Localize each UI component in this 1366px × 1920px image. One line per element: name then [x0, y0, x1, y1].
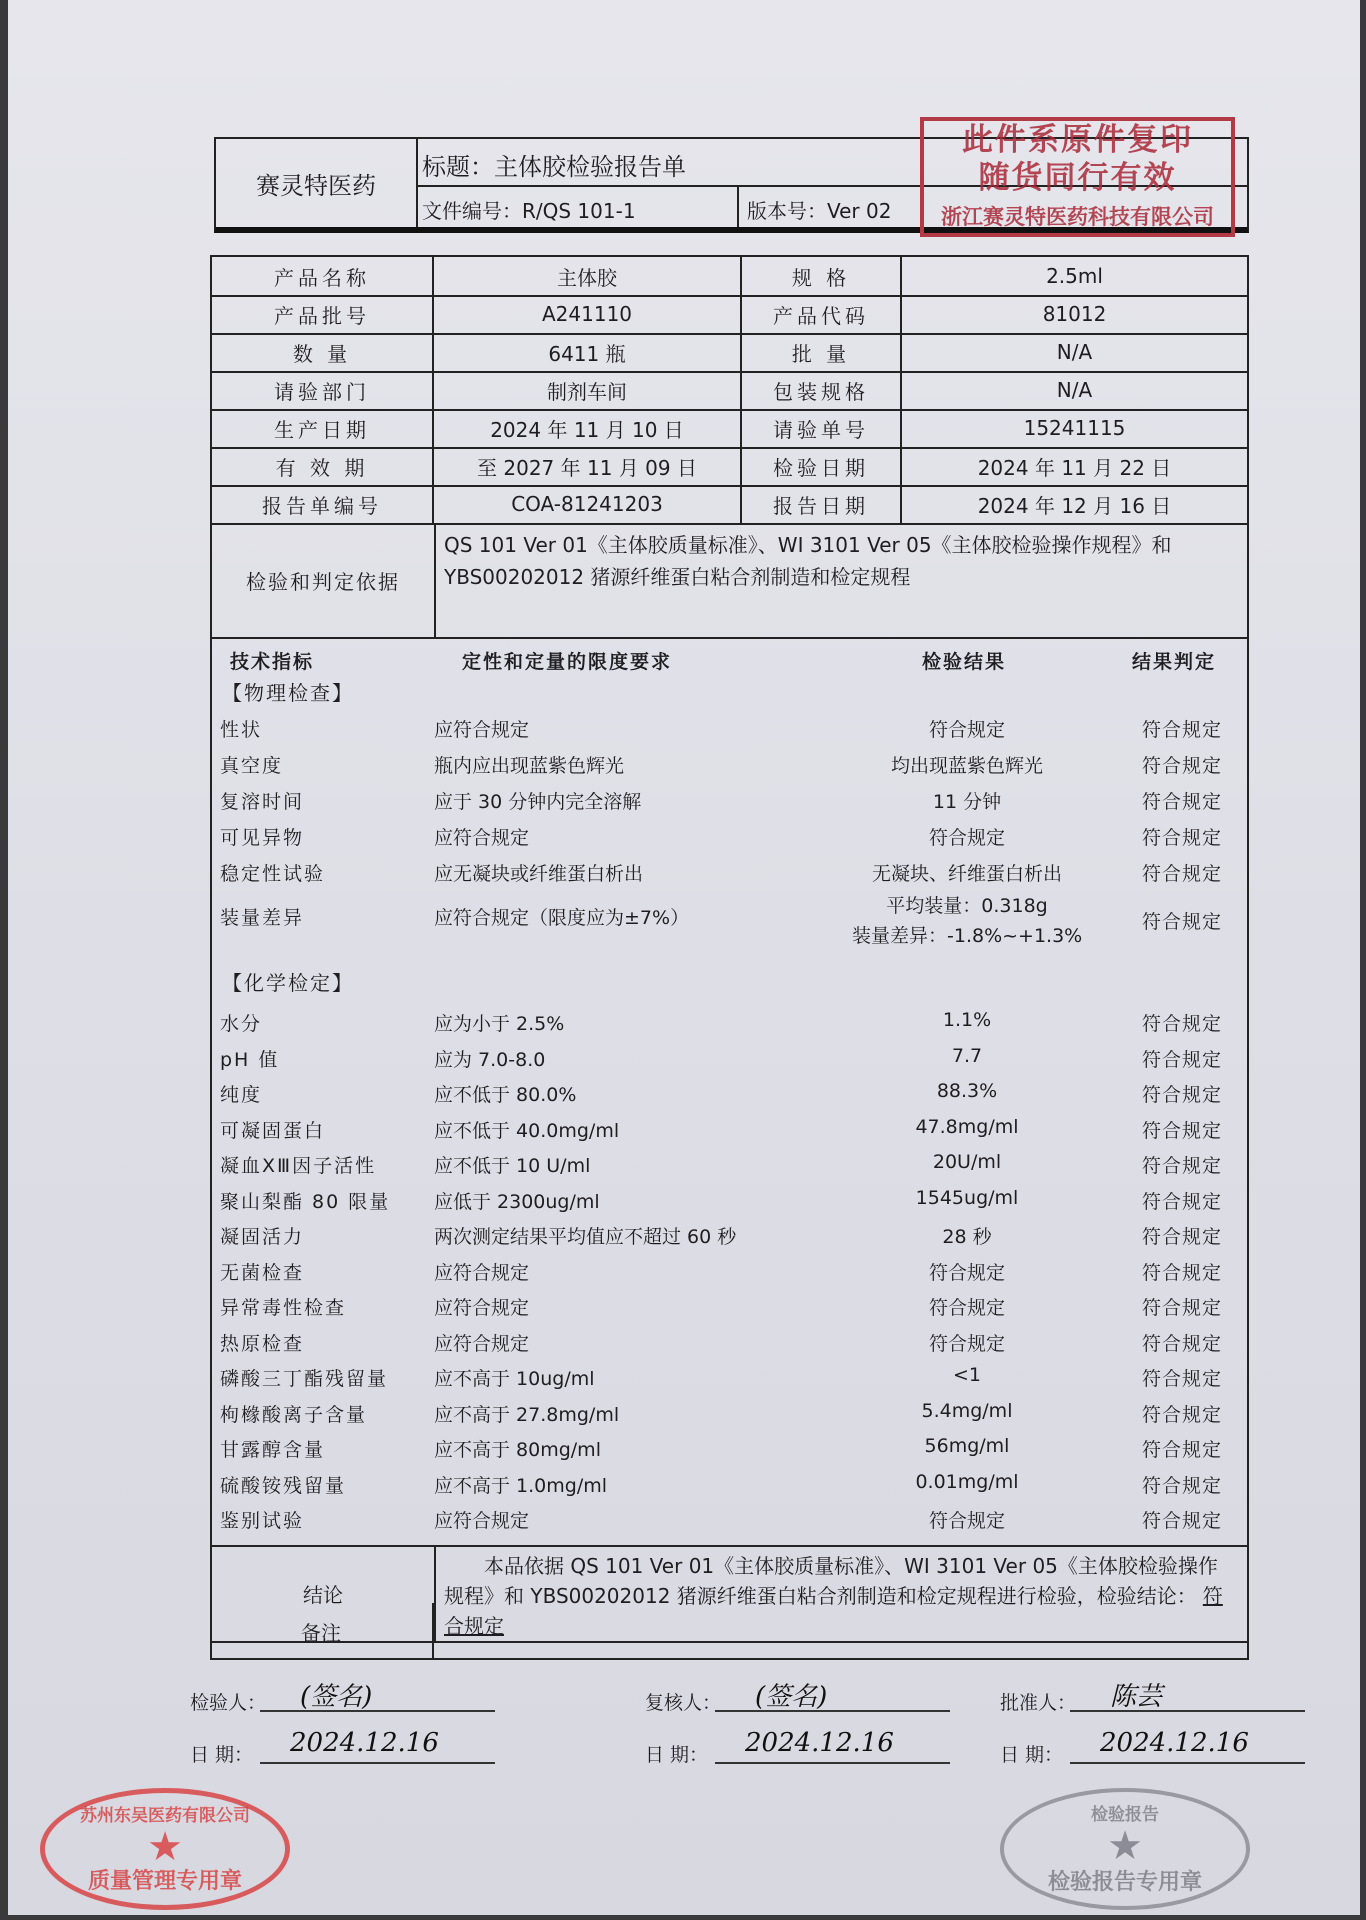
info-label: 产品代码: [742, 295, 902, 333]
table-row: [212, 1110, 1247, 1144]
test-name: 可凝固蛋白: [220, 1119, 326, 1142]
test-result: 47.8mg/ml: [915, 1115, 1019, 1138]
test-limit: 应符合规定: [434, 1297, 530, 1319]
table-row: [212, 745, 1247, 779]
handwritten-signature: (签名): [755, 1682, 828, 1712]
test-result: 56mg/ml: [924, 1435, 1010, 1457]
handwritten-date: 2024.12.16: [1100, 1728, 1249, 1758]
table-row: [212, 1358, 1247, 1392]
test-verdict: 符合规定: [1141, 1297, 1222, 1319]
signature-date-2: [645, 1728, 894, 1767]
date-label: 日 期：: [1000, 1744, 1064, 1766]
test-result: 符合规定: [928, 1332, 1005, 1355]
test-name: 凝血ⅩⅢ因子活性: [220, 1155, 377, 1177]
test-verdict: 符合规定: [1141, 1084, 1222, 1106]
test-result: 符合规定: [928, 1510, 1005, 1532]
test-verdict: 符合规定: [1141, 863, 1222, 885]
signature-1: [190, 1682, 373, 1715]
test-name: 可见异物: [220, 827, 305, 849]
seal-bottom-text: 检验报告专用章: [1047, 1870, 1202, 1895]
info-value: 至 2027 年 11 月 09 日: [434, 447, 742, 485]
test-verdict: 符合规定: [1141, 791, 1222, 813]
signer-role-label: 检验人：: [190, 1692, 267, 1714]
handwritten-date: 2024.12.16: [290, 1728, 439, 1758]
test-limit: 两次测定结果平均值应不超过 60 秒: [434, 1226, 737, 1248]
test-result: 5.4mg/ml: [921, 1399, 1013, 1422]
test-name: 硫酸铵残留量: [220, 1474, 347, 1497]
report-table: [210, 255, 1249, 1660]
date-line: [715, 1762, 950, 1764]
test-name: 水分: [220, 1013, 263, 1035]
info-row: [212, 447, 1247, 487]
info-value: 6411 瓶: [434, 333, 742, 371]
info-value: N/A: [1056, 378, 1093, 402]
signature-date-3: [1000, 1728, 1249, 1767]
table-row: [212, 1287, 1247, 1321]
test-name: pH 值: [220, 1048, 280, 1071]
test-name: 复溶时间: [220, 791, 305, 813]
test-limit: 应不高于 27.8mg/ml: [434, 1403, 620, 1426]
info-value: 主体胶: [434, 257, 742, 295]
test-verdict: 符合规定: [1141, 1403, 1222, 1426]
section-chemical: 【化学检定】: [222, 971, 354, 995]
info-row: [212, 371, 1247, 411]
test-result: 均出现蓝紫色辉光: [890, 755, 1043, 777]
test-verdict: 符合规定: [1141, 1190, 1222, 1213]
quality-management-seal: [40, 1788, 290, 1910]
table-row: [212, 895, 1247, 947]
test-result: 符合规定: [928, 719, 1005, 741]
test-result: 0.01mg/ml: [915, 1470, 1019, 1493]
info-label: 产品名称: [212, 257, 434, 295]
remark-label: 备注: [210, 1603, 434, 1660]
signature-3: [1000, 1682, 1163, 1715]
test-limit: 应无凝块或纤维蛋白析出: [434, 863, 644, 885]
test-name: 甘露醇含量: [220, 1439, 326, 1461]
test-verdict: 符合规定: [1141, 1119, 1222, 1142]
seal-top-text: 苏州东吴医药有限公司: [80, 1806, 250, 1826]
test-result: 符合规定: [928, 1297, 1005, 1319]
document-title: 标题：主体胶检验报告单: [422, 153, 686, 181]
test-name: 真空度: [220, 755, 284, 777]
inspection-report-seal: [1000, 1788, 1250, 1910]
info-row: [212, 485, 1247, 525]
test-result: 1545ug/ml: [915, 1186, 1019, 1209]
signature-2: [645, 1682, 828, 1715]
table-row: [212, 1145, 1247, 1179]
test-name: 性状: [220, 719, 263, 741]
test-verdict: 符合规定: [1141, 755, 1222, 777]
info-row: [212, 295, 1247, 335]
handwritten-date: 2024.12.16: [745, 1728, 894, 1758]
copy-certification-stamp: [920, 117, 1235, 237]
table-row: [212, 853, 1247, 887]
info-label: 报告单编号: [212, 485, 434, 523]
conclusion-body: 本品依据 QS 101 Ver 01《主体胶质量标准》、WI 3101 Ver 05《主体胶检验操作规程》和 YBS00202012 猪源纤维蛋白粘合剂制造和检定规程进行检验，检验结论：: [444, 1554, 1218, 1608]
table-row: [212, 1323, 1247, 1357]
test-verdict: 符合规定: [1141, 1226, 1222, 1248]
signature-line: [1070, 1710, 1305, 1712]
info-label: 请验单号: [742, 409, 902, 447]
signature-line: [715, 1710, 950, 1712]
test-name: 热原检查: [220, 1332, 305, 1355]
test-limit: 应于 30 分钟内完全溶解: [434, 791, 642, 813]
date-line: [260, 1762, 495, 1764]
test-verdict: 符合规定: [1141, 1048, 1222, 1071]
test-limit: 应符合规定（限度应为±7%）: [434, 907, 690, 929]
signer-role-label: 批准人：: [1000, 1692, 1077, 1714]
table-row: [212, 1074, 1247, 1108]
star-icon: ★: [1107, 1823, 1143, 1869]
date-label: 日 期：: [190, 1744, 254, 1766]
table-row: [212, 1252, 1247, 1286]
info-value: 2024 年 11 月 10 日: [434, 409, 742, 447]
test-name: 装量差异: [220, 907, 305, 929]
info-label: 产品批号: [212, 295, 434, 333]
info-value: 2024 年 11 月 22 日: [977, 455, 1172, 480]
test-name: 无菌检查: [220, 1261, 305, 1284]
info-label: 规 格: [742, 257, 902, 295]
info-value: 81012: [1042, 302, 1107, 326]
test-name: 鉴别试验: [220, 1510, 305, 1532]
info-label: 有 效 期: [212, 447, 434, 485]
seal-top-text: 检验报告: [1091, 1805, 1159, 1825]
table-row: [212, 1429, 1247, 1463]
test-limit: 应符合规定: [434, 1261, 530, 1284]
test-result: 符合规定: [928, 827, 1005, 849]
stamp-line: 浙江赛灵特医药科技有限公司: [941, 205, 1214, 229]
test-limit: 应为小于 2.5%: [434, 1013, 565, 1035]
document-number: 文件编号：R/QS 101-1: [416, 187, 739, 227]
table-row: [212, 781, 1247, 815]
test-limit: 应不低于 10 U/ml: [434, 1155, 591, 1177]
star-icon: ★: [147, 1824, 183, 1870]
test-limit: 瓶内应出现蓝紫色辉光: [434, 755, 625, 777]
info-label: 批 量: [742, 333, 902, 371]
table-row: [212, 1181, 1247, 1215]
date-label: 日 期：: [645, 1744, 709, 1766]
test-result: 7.7: [951, 1044, 983, 1067]
version-number: 版本号：Ver 02: [747, 199, 892, 223]
test-verdict: 符合规定: [1141, 1261, 1222, 1284]
test-verdict: 符合规定: [1141, 719, 1222, 741]
conclusion-verdict: 符合规定: [444, 1584, 1223, 1638]
basis-row: [212, 523, 1247, 639]
test-name: 磷酸三丁酯残留量: [220, 1368, 389, 1390]
info-row: [212, 333, 1247, 373]
test-result: 符合规定: [928, 1261, 1005, 1284]
test-limit: 应不低于 80.0%: [434, 1084, 577, 1106]
test-verdict: 符合规定: [1141, 911, 1222, 933]
test-limit: 应符合规定: [434, 719, 530, 741]
basis-text: QS 101 Ver 01《主体胶质量标准》、WI 3101 Ver 05《主体胶检验操作规程》和 YBS00202012 猪源纤维蛋白粘合剂制造和检定规程: [444, 533, 1172, 589]
test-result: 11 分钟: [932, 791, 1002, 813]
test-limit: 应符合规定: [434, 1510, 530, 1532]
seal-bottom-text: 质量管理专用章: [87, 1869, 242, 1894]
test-name: 枸橼酸离子含量: [220, 1403, 368, 1426]
info-row: [212, 257, 1247, 297]
test-name: 纯度: [220, 1084, 263, 1106]
info-label: 数 量: [212, 333, 434, 371]
remark-cell: [210, 1603, 1249, 1660]
info-label: 请验部门: [212, 371, 434, 409]
conclusion-label: 结论: [212, 1545, 436, 1641]
table-row: [212, 1039, 1247, 1073]
info-label: 包装规格: [742, 371, 902, 409]
test-result: 1.1%: [942, 1009, 992, 1031]
test-name: 聚山梨酯 80 限量: [220, 1190, 391, 1213]
handwritten-signature: (签名): [300, 1682, 373, 1712]
test-name: 凝固活力: [220, 1226, 305, 1248]
test-result: 20U/ml: [932, 1151, 1002, 1173]
signature-date-1: [190, 1728, 439, 1767]
col-header-item: 技术指标: [230, 651, 315, 673]
handwritten-signature: 陈芸: [1110, 1682, 1163, 1712]
info-value: 2024 年 12 月 16 日: [977, 493, 1172, 518]
test-verdict: 符合规定: [1141, 1474, 1222, 1497]
test-result: <1: [952, 1364, 981, 1386]
stamp-line: 此件系原件复印: [962, 122, 1193, 158]
test-limit: 应不高于 80mg/ml: [434, 1439, 601, 1461]
test-verdict: 符合规定: [1141, 1013, 1222, 1035]
test-verdict: 符合规定: [1141, 1510, 1222, 1532]
signer-role-label: 复核人：: [645, 1692, 722, 1714]
info-label: 报告日期: [742, 485, 902, 523]
stamp-line: 随货同行有效: [978, 160, 1177, 196]
basis-label: 检验和判定依据: [212, 523, 436, 637]
test-verdict: 符合规定: [1141, 1332, 1222, 1355]
info-value: 15241115: [1023, 416, 1126, 440]
section-physical: 【物理检查】: [222, 681, 354, 705]
test-limit: 应不高于 1.0mg/ml: [434, 1474, 608, 1497]
test-limit: 应符合规定: [434, 827, 530, 849]
test-verdict: 符合规定: [1141, 1368, 1222, 1390]
info-label: 检验日期: [742, 447, 902, 485]
test-result: 无凝块、纤维蛋白析出: [871, 863, 1062, 885]
test-verdict: 符合规定: [1141, 1439, 1222, 1461]
test-result: 88.3%: [936, 1080, 998, 1102]
col-header-result: 检验结果: [922, 651, 1007, 673]
table-row: [212, 1003, 1247, 1037]
test-limit: 应不高于 10ug/ml: [434, 1368, 595, 1390]
table-row: [212, 709, 1247, 743]
company-name: 赛灵特医药: [216, 139, 418, 227]
test-name: 稳定性试验: [220, 863, 326, 885]
test-result: 平均装量：0.318g: [886, 895, 1048, 917]
test-result-detail: 装量差异：-1.8%~+1.3%: [852, 925, 1083, 947]
table-row: [212, 817, 1247, 851]
test-verdict: 符合规定: [1141, 827, 1222, 849]
info-value: 2.5ml: [1046, 264, 1103, 288]
date-line: [1070, 1762, 1305, 1764]
test-limit: 应低于 2300ug/ml: [434, 1190, 600, 1213]
test-limit: 应为 7.0-8.0: [434, 1048, 546, 1071]
signature-line: [260, 1710, 495, 1712]
test-name: 异常毒性检查: [220, 1297, 347, 1319]
test-result: 28 秒: [942, 1226, 992, 1248]
table-row: [212, 1216, 1247, 1250]
info-value: A241110: [434, 295, 742, 333]
col-header-limit: 定性和定量的限度要求: [462, 651, 673, 673]
test-limit: 应符合规定: [434, 1332, 530, 1355]
info-value: 制剂车间: [434, 371, 742, 409]
table-row: [212, 1465, 1247, 1499]
info-label: 生产日期: [212, 409, 434, 447]
table-row: [212, 1394, 1247, 1428]
info-value: N/A: [1056, 340, 1093, 364]
col-header-verdict: 结果判定: [1132, 651, 1217, 673]
test-limit: 应不低于 40.0mg/ml: [434, 1119, 620, 1142]
test-verdict: 符合规定: [1141, 1155, 1222, 1177]
info-row: [212, 409, 1247, 449]
test-results: [212, 637, 1247, 1547]
info-value: COA-81241203: [434, 485, 742, 523]
table-row: [212, 1500, 1247, 1534]
